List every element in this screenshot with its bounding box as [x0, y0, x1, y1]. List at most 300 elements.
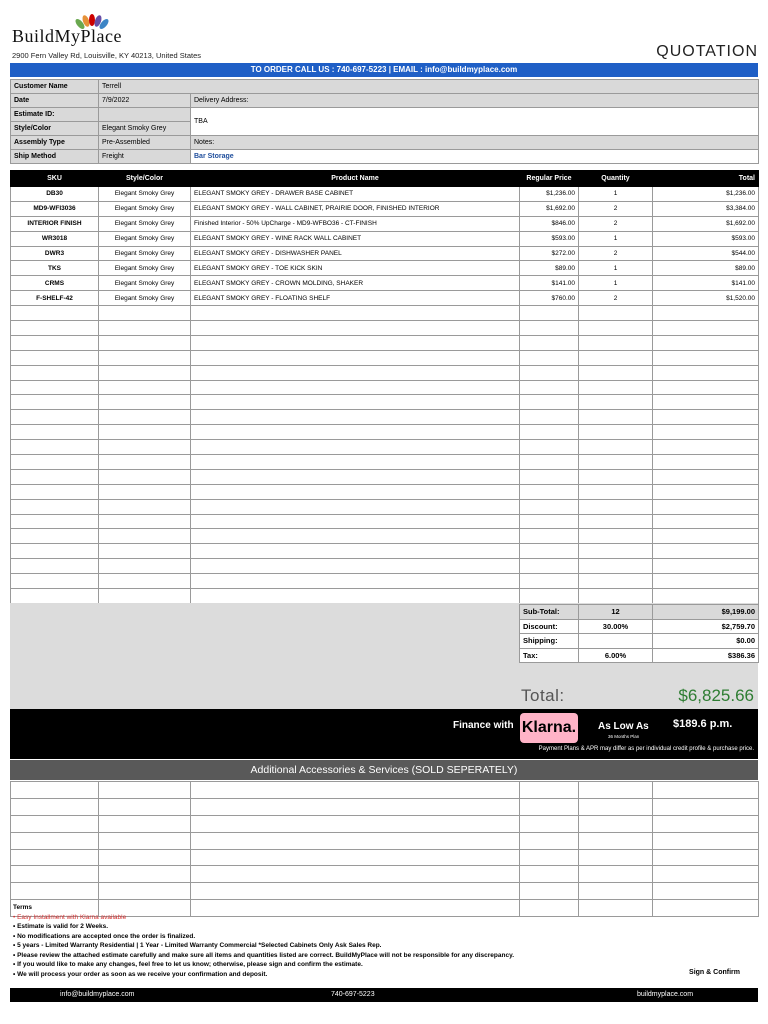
empty-cell[interactable] — [99, 306, 191, 321]
empty-cell[interactable] — [579, 499, 653, 514]
empty-cell[interactable] — [653, 395, 759, 410]
total-label: Total: — [521, 686, 565, 705]
footer-phone-link[interactable]: 740-697-5223 — [331, 991, 375, 998]
empty-cell[interactable] — [11, 559, 99, 574]
empty-cell[interactable] — [520, 380, 579, 395]
empty-cell[interactable] — [579, 849, 653, 866]
table-row[interactable] — [11, 276, 759, 291]
empty-cell[interactable] — [579, 782, 653, 799]
empty-cell[interactable] — [653, 484, 759, 499]
empty-cell[interactable] — [99, 455, 191, 470]
table-row[interactable] — [11, 187, 759, 202]
accessory-row[interactable] — [11, 815, 759, 832]
empty-cell[interactable] — [520, 514, 579, 529]
empty-cell[interactable] — [579, 380, 653, 395]
empty-cell[interactable] — [99, 866, 191, 883]
empty-cell[interactable] — [11, 832, 99, 849]
product-name-cell[interactable]: Finished Interior - 50% UpCharge - MD9-WFBO36 - CT-FINISH — [191, 216, 520, 231]
empty-cell[interactable] — [653, 849, 759, 866]
empty-table-row[interactable] — [11, 306, 759, 321]
empty-cell[interactable] — [191, 321, 520, 336]
style-cell[interactable]: Elegant Smoky Grey — [99, 216, 191, 231]
empty-table-row[interactable] — [11, 395, 759, 410]
empty-cell[interactable] — [11, 410, 99, 425]
empty-cell[interactable] — [99, 883, 191, 900]
empty-table-row[interactable] — [11, 425, 759, 440]
footer-website-link[interactable]: buildmyplace.com — [637, 991, 694, 998]
table-row[interactable] — [11, 261, 759, 276]
empty-cell[interactable] — [11, 350, 99, 365]
empty-cell[interactable] — [99, 559, 191, 574]
empty-table-row[interactable] — [11, 574, 759, 589]
empty-cell[interactable] — [191, 815, 520, 832]
empty-cell[interactable] — [653, 350, 759, 365]
empty-cell[interactable] — [11, 380, 99, 395]
total-cell[interactable]: $1,236.00 — [653, 187, 759, 202]
empty-cell[interactable] — [191, 469, 520, 484]
assembly-type-label: Assembly Type — [11, 136, 99, 150]
empty-cell[interactable] — [191, 849, 520, 866]
empty-cell[interactable] — [520, 484, 579, 499]
empty-cell[interactable] — [191, 782, 520, 799]
empty-cell[interactable] — [11, 469, 99, 484]
klarna-logo[interactable]: Klarna. — [520, 713, 578, 743]
subtotal-value: $9,199.00 — [653, 605, 759, 620]
empty-cell[interactable] — [579, 866, 653, 883]
sku-cell[interactable]: INTERIOR FINISH — [11, 216, 99, 231]
empty-cell[interactable] — [579, 395, 653, 410]
quantity-cell[interactable]: 1 — [579, 276, 653, 291]
terms-line: • Estimate is valid for 2 Weeks. — [13, 923, 109, 930]
price-cell[interactable]: $846.00 — [520, 216, 579, 231]
empty-cell[interactable] — [520, 455, 579, 470]
empty-cell[interactable] — [520, 559, 579, 574]
empty-table-row[interactable] — [11, 365, 759, 380]
empty-cell[interactable] — [11, 306, 99, 321]
empty-cell[interactable] — [520, 782, 579, 799]
total-cell[interactable]: $1,520.00 — [653, 291, 759, 306]
empty-cell[interactable] — [99, 798, 191, 815]
empty-cell[interactable] — [99, 410, 191, 425]
date-label: Date — [11, 94, 99, 108]
ship-method-label: Ship Method — [11, 150, 99, 164]
empty-cell[interactable] — [99, 832, 191, 849]
empty-cell[interactable] — [579, 365, 653, 380]
empty-cell[interactable] — [11, 335, 99, 350]
table-row[interactable] — [11, 216, 759, 231]
empty-cell[interactable] — [99, 815, 191, 832]
price-cell[interactable]: $593.00 — [520, 231, 579, 246]
product-name-cell[interactable]: ELEGANT SMOKY GREY - CROWN MOLDING, SHAKER — [191, 276, 520, 291]
total-value: $6,825.66 — [678, 686, 754, 705]
accessory-row[interactable] — [11, 782, 759, 799]
quantity-cell[interactable]: 2 — [579, 246, 653, 261]
empty-cell[interactable] — [191, 832, 520, 849]
accessory-row[interactable] — [11, 798, 759, 815]
empty-cell[interactable] — [520, 883, 579, 900]
empty-cell[interactable] — [99, 544, 191, 559]
empty-cell[interactable] — [11, 395, 99, 410]
accessories-table — [10, 781, 758, 917]
total-cell[interactable]: $89.00 — [653, 261, 759, 276]
empty-table-row[interactable] — [11, 514, 759, 529]
sku-cell[interactable]: CRMS — [11, 276, 99, 291]
product-name-cell[interactable]: ELEGANT SMOKY GREY - WALL CABINET, PRAIRIE DOOR, FINISHED INTERIOR — [191, 201, 520, 216]
empty-table-row[interactable] — [11, 589, 759, 604]
empty-cell[interactable] — [520, 815, 579, 832]
terms-line: • We will process your order as soon as we receive your confirmation and deposit. — [13, 970, 268, 978]
empty-table-row[interactable] — [11, 559, 759, 574]
empty-cell[interactable] — [653, 866, 759, 883]
quantity-cell[interactable]: 2 — [579, 216, 653, 231]
empty-cell[interactable] — [99, 589, 191, 604]
empty-table-row[interactable] — [11, 455, 759, 470]
assembly-type-value[interactable]: Pre-Assembled — [99, 136, 191, 150]
terms-line: • Easy Installment with Klarna available — [13, 913, 127, 921]
empty-table-row[interactable] — [11, 321, 759, 336]
empty-cell[interactable] — [99, 849, 191, 866]
sku-cell[interactable]: TKS — [11, 261, 99, 276]
empty-table-row[interactable] — [11, 544, 759, 559]
delivery-address-label: Delivery Address: — [191, 94, 759, 108]
total-cell[interactable]: $141.00 — [653, 276, 759, 291]
empty-cell[interactable] — [520, 410, 579, 425]
empty-cell[interactable] — [579, 832, 653, 849]
footer-bar — [10, 988, 758, 1002]
customer-name-value[interactable]: Terrell — [99, 80, 759, 94]
terms-line: • Please review the attached estimate carefully and make sure all items and quantities listed are correct. BuildMyPlace will not be responsible for any discrepancy. — [13, 951, 515, 959]
empty-cell[interactable] — [653, 559, 759, 574]
notes-label: Notes: — [191, 136, 759, 150]
empty-cell[interactable] — [579, 798, 653, 815]
empty-cell[interactable] — [653, 514, 759, 529]
empty-cell[interactable] — [653, 410, 759, 425]
subtotal-label: Sub-Total: — [520, 605, 579, 620]
shipping-label: Shipping: — [520, 634, 579, 649]
empty-cell[interactable] — [520, 425, 579, 440]
empty-cell[interactable] — [653, 798, 759, 815]
empty-cell[interactable] — [520, 798, 579, 815]
empty-cell[interactable] — [11, 849, 99, 866]
empty-cell[interactable] — [99, 484, 191, 499]
empty-cell[interactable] — [520, 866, 579, 883]
empty-cell[interactable] — [11, 440, 99, 455]
empty-cell[interactable] — [99, 499, 191, 514]
empty-table-row[interactable] — [11, 440, 759, 455]
quantity-cell[interactable]: 2 — [579, 291, 653, 306]
empty-cell[interactable] — [653, 782, 759, 799]
col-header-style: Style/Color — [99, 171, 191, 187]
empty-cell[interactable] — [653, 574, 759, 589]
sku-cell[interactable]: DWR3 — [11, 246, 99, 261]
quantity-cell[interactable]: 1 — [579, 261, 653, 276]
empty-cell[interactable] — [653, 365, 759, 380]
empty-cell[interactable] — [579, 514, 653, 529]
summary-table — [519, 604, 758, 663]
footer-email-link[interactable]: info@buildmyplace.com — [60, 991, 135, 998]
empty-cell[interactable] — [11, 883, 99, 900]
shipping-spacer — [579, 634, 653, 649]
empty-cell[interactable] — [99, 440, 191, 455]
quantity-cell[interactable]: 1 — [579, 231, 653, 246]
empty-cell[interactable] — [653, 425, 759, 440]
shipping-value[interactable]: $0.00 — [653, 634, 759, 649]
style-cell[interactable]: Elegant Smoky Grey — [99, 246, 191, 261]
empty-cell[interactable] — [11, 499, 99, 514]
empty-cell[interactable] — [11, 455, 99, 470]
quantity-cell[interactable]: 2 — [579, 201, 653, 216]
empty-cell[interactable] — [520, 832, 579, 849]
discount-percent[interactable]: 30.00% — [579, 619, 653, 634]
empty-cell[interactable] — [653, 544, 759, 559]
style-cell[interactable]: Elegant Smoky Grey — [99, 261, 191, 276]
empty-cell[interactable] — [653, 499, 759, 514]
tax-percent[interactable]: 6.00% — [579, 648, 653, 663]
col-header-product: Product Name — [191, 171, 520, 187]
empty-cell[interactable] — [11, 589, 99, 604]
empty-cell[interactable] — [191, 484, 520, 499]
months-plan-label: 36 Months Plan — [608, 734, 640, 739]
table-row[interactable] — [11, 231, 759, 246]
empty-table-row[interactable] — [11, 529, 759, 544]
empty-cell[interactable] — [99, 514, 191, 529]
empty-cell[interactable] — [191, 365, 520, 380]
col-header-quantity: Quantity — [579, 171, 653, 187]
price-cell[interactable]: $1,236.00 — [520, 187, 579, 202]
sku-cell[interactable]: MD9-WFI3036 — [11, 201, 99, 216]
customer-name-label: Customer Name — [11, 80, 99, 94]
empty-cell[interactable] — [191, 380, 520, 395]
sku-cell[interactable]: F-SHELF-42 — [11, 291, 99, 306]
price-cell[interactable]: $760.00 — [520, 291, 579, 306]
style-color-value[interactable]: Elegant Smoky Grey — [99, 122, 191, 136]
table-row[interactable] — [11, 201, 759, 216]
empty-cell[interactable] — [520, 365, 579, 380]
empty-cell[interactable] — [520, 350, 579, 365]
empty-cell[interactable] — [11, 514, 99, 529]
product-name-cell[interactable]: ELEGANT SMOKY GREY - DRAWER BASE CABINET — [191, 187, 520, 202]
terms-line: • No modifications are accepted once the order is finalized. — [13, 932, 196, 940]
order-contact-bar[interactable]: TO ORDER CALL US : 740-697-5223 | EMAIL : info@buildmyplace.com — [10, 63, 758, 77]
empty-cell[interactable] — [99, 782, 191, 799]
empty-cell[interactable] — [191, 529, 520, 544]
accessory-row[interactable] — [11, 849, 759, 866]
sign-confirm-label[interactable]: Sign & Confirm — [689, 969, 740, 976]
empty-table-row[interactable] — [11, 410, 759, 425]
terms-line: • If you would like to make any changes, feel free to let us know; otherwise, please sign and confirm the estimate. — [13, 961, 363, 968]
tax-label: Tax: — [520, 648, 579, 663]
empty-cell[interactable] — [653, 469, 759, 484]
empty-cell[interactable] — [11, 544, 99, 559]
empty-cell[interactable] — [11, 782, 99, 799]
empty-table-row[interactable] — [11, 469, 759, 484]
price-cell[interactable]: $89.00 — [520, 261, 579, 276]
empty-cell[interactable] — [11, 321, 99, 336]
empty-cell[interactable] — [99, 365, 191, 380]
brand-name: BuildMyPlace — [12, 26, 122, 46]
empty-cell[interactable] — [579, 306, 653, 321]
empty-cell[interactable] — [99, 574, 191, 589]
table-row[interactable] — [11, 246, 759, 261]
empty-cell[interactable] — [520, 849, 579, 866]
empty-cell[interactable] — [653, 321, 759, 336]
empty-cell[interactable] — [579, 529, 653, 544]
delivery-address-value[interactable]: TBA — [191, 108, 759, 136]
empty-cell[interactable] — [653, 589, 759, 604]
empty-cell[interactable] — [653, 455, 759, 470]
empty-cell[interactable] — [11, 574, 99, 589]
empty-cell[interactable] — [11, 866, 99, 883]
empty-cell[interactable] — [99, 321, 191, 336]
empty-cell[interactable] — [191, 589, 520, 604]
empty-cell[interactable] — [520, 574, 579, 589]
empty-cell[interactable] — [191, 335, 520, 350]
product-name-cell[interactable]: ELEGANT SMOKY GREY - WINE RACK WALL CABINET — [191, 231, 520, 246]
total-cell[interactable]: $544.00 — [653, 246, 759, 261]
empty-cell[interactable] — [653, 883, 759, 900]
empty-table-row[interactable] — [11, 499, 759, 514]
empty-cell[interactable] — [191, 350, 520, 365]
ship-method-value[interactable]: Freight — [99, 150, 191, 164]
empty-cell[interactable] — [191, 395, 520, 410]
empty-cell[interactable] — [579, 321, 653, 336]
style-cell[interactable]: Elegant Smoky Grey — [99, 201, 191, 216]
empty-cell[interactable] — [520, 529, 579, 544]
empty-cell[interactable] — [99, 335, 191, 350]
empty-cell[interactable] — [99, 350, 191, 365]
empty-cell[interactable] — [653, 306, 759, 321]
empty-cell[interactable] — [579, 335, 653, 350]
col-header-price: Regular Price — [520, 171, 579, 187]
accessory-row[interactable] — [11, 832, 759, 849]
empty-cell[interactable] — [579, 484, 653, 499]
empty-cell[interactable] — [11, 815, 99, 832]
empty-cell[interactable] — [11, 484, 99, 499]
empty-cell[interactable] — [191, 798, 520, 815]
table-row[interactable] — [11, 291, 759, 306]
style-color-label: Style/Color — [11, 122, 99, 136]
style-cell[interactable]: Elegant Smoky Grey — [99, 187, 191, 202]
empty-cell[interactable] — [579, 544, 653, 559]
empty-cell[interactable] — [653, 815, 759, 832]
total-cell[interactable]: $593.00 — [653, 231, 759, 246]
empty-cell[interactable] — [191, 866, 520, 883]
empty-cell[interactable] — [191, 499, 520, 514]
empty-cell[interactable] — [191, 440, 520, 455]
empty-cell[interactable] — [653, 380, 759, 395]
empty-cell[interactable] — [579, 350, 653, 365]
empty-cell[interactable] — [191, 455, 520, 470]
discount-value: $2,759.70 — [653, 619, 759, 634]
empty-cell[interactable] — [11, 529, 99, 544]
style-cell[interactable]: Elegant Smoky Grey — [99, 276, 191, 291]
empty-cell[interactable] — [191, 410, 520, 425]
accessories-header: Additional Accessories & Services (SOLD SEPERATELY) — [10, 760, 758, 780]
empty-cell[interactable] — [520, 335, 579, 350]
empty-cell[interactable] — [579, 883, 653, 900]
empty-cell[interactable] — [579, 815, 653, 832]
product-name-cell[interactable]: ELEGANT SMOKY GREY - FLOATING SHELF — [191, 291, 520, 306]
sku-cell[interactable]: WR3018 — [11, 231, 99, 246]
empty-cell[interactable] — [653, 440, 759, 455]
accessory-row[interactable] — [11, 866, 759, 883]
empty-cell[interactable] — [99, 395, 191, 410]
empty-cell[interactable] — [191, 574, 520, 589]
empty-cell[interactable] — [520, 499, 579, 514]
empty-cell[interactable] — [653, 335, 759, 350]
empty-cell[interactable] — [653, 529, 759, 544]
price-cell[interactable]: $1,692.00 — [520, 201, 579, 216]
accessory-row[interactable] — [11, 883, 759, 900]
empty-table-row[interactable] — [11, 380, 759, 395]
empty-cell[interactable] — [579, 469, 653, 484]
estimate-id-value[interactable] — [99, 108, 191, 122]
quantity-cell[interactable]: 1 — [579, 187, 653, 202]
empty-cell[interactable] — [191, 514, 520, 529]
empty-cell[interactable] — [520, 440, 579, 455]
empty-cell[interactable] — [520, 589, 579, 604]
empty-cell[interactable] — [579, 425, 653, 440]
empty-table-row[interactable] — [11, 335, 759, 350]
empty-cell[interactable] — [11, 365, 99, 380]
notes-value[interactable]: Bar Storage — [191, 150, 759, 164]
empty-cell[interactable] — [520, 395, 579, 410]
terms-line: • 5 years - Limited Warranty Residential | 1 Year - Limited Warranty Commercial *Selected Cabinets Only Ask Sales Rep. — [13, 942, 382, 949]
sku-cell[interactable]: DB30 — [11, 187, 99, 202]
price-cell[interactable]: $141.00 — [520, 276, 579, 291]
empty-cell[interactable] — [99, 380, 191, 395]
empty-cell[interactable] — [579, 559, 653, 574]
empty-cell[interactable] — [520, 544, 579, 559]
empty-table-row[interactable] — [11, 484, 759, 499]
empty-cell[interactable] — [579, 589, 653, 604]
empty-cell[interactable] — [653, 832, 759, 849]
empty-cell[interactable] — [191, 883, 520, 900]
empty-cell[interactable] — [99, 529, 191, 544]
empty-cell[interactable] — [579, 440, 653, 455]
estimate-id-label: Estimate ID: — [11, 108, 99, 122]
line-items-table — [10, 170, 758, 604]
total-cell[interactable]: $3,384.00 — [653, 201, 759, 216]
style-cell[interactable]: Elegant Smoky Grey — [99, 231, 191, 246]
price-cell[interactable]: $272.00 — [520, 246, 579, 261]
product-name-cell[interactable]: ELEGANT SMOKY GREY - DISHWASHER PANEL — [191, 246, 520, 261]
empty-cell[interactable] — [191, 306, 520, 321]
empty-cell[interactable] — [191, 544, 520, 559]
empty-cell[interactable] — [191, 425, 520, 440]
empty-cell[interactable] — [579, 410, 653, 425]
empty-cell[interactable] — [99, 469, 191, 484]
empty-cell[interactable] — [191, 559, 520, 574]
date-value[interactable]: 7/9/2022 — [99, 94, 191, 108]
empty-cell[interactable] — [520, 321, 579, 336]
empty-cell[interactable] — [579, 455, 653, 470]
empty-cell[interactable] — [579, 574, 653, 589]
empty-cell[interactable] — [520, 469, 579, 484]
discount-label: Discount: — [520, 619, 579, 634]
finance-with-label: Finance with — [453, 720, 514, 731]
terms-section — [13, 903, 753, 979]
empty-table-row[interactable] — [11, 350, 759, 365]
style-cell[interactable]: Elegant Smoky Grey — [99, 291, 191, 306]
empty-cell[interactable] — [11, 425, 99, 440]
empty-cell[interactable] — [11, 798, 99, 815]
empty-cell[interactable] — [520, 306, 579, 321]
total-cell[interactable]: $1,692.00 — [653, 216, 759, 231]
product-name-cell[interactable]: ELEGANT SMOKY GREY - TOE KICK SKIN — [191, 261, 520, 276]
company-address: 2900 Fern Valley Rd, Louisville, KY 40213, United States — [12, 51, 202, 60]
empty-cell[interactable] — [99, 425, 191, 440]
